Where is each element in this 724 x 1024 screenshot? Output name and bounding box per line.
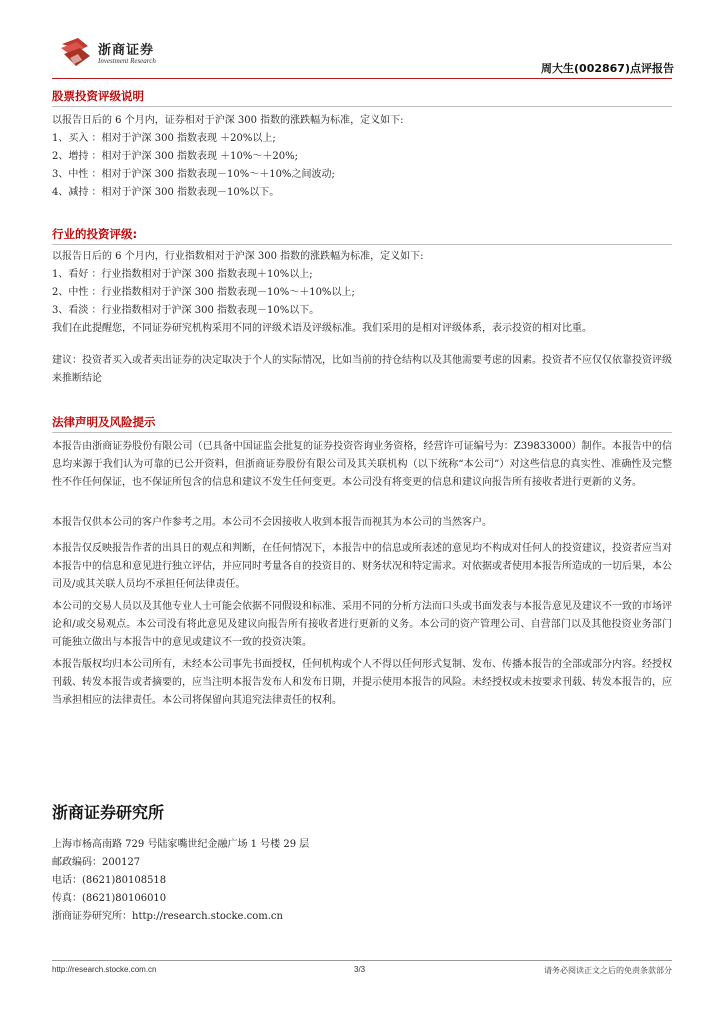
stock-rating-underweight: 4、减持 ：相对于沪深 300 指数表现－10%以下。 xyxy=(52,187,280,198)
org-phone: 电话：(8621)80108518 xyxy=(52,875,167,886)
org-address: 上海市杨高南路 729 号陆家嘴世纪金融广场 1 号楼 29 层 xyxy=(52,839,310,850)
zheshang-logo-icon xyxy=(58,36,94,70)
organization-name: 浙商证券研究所 xyxy=(52,803,165,822)
legal-paragraph: 本公司的交易人员以及其他专业人士可能会依据不同假设和标准、采用不同的分析方法而口头或书面发表与本报告意见及建议不一致的市场评论和/或交易观点。本公司没有将此意见及建议向报告所有接收者进行更新的义务。本公司的资产管理公司、自营部门以及其他投资业务部门可能独立做出与本报告中的意见或建议不一致的投资决策。 xyxy=(52,601,672,648)
stock-rating-overweight: 2、增持 ：相对于沪深 300 指数表现 ＋10%～＋20%; xyxy=(52,151,298,162)
page-number: 3/3 xyxy=(354,965,366,974)
industry-rating-negative: 3、看淡 ：行业指数相对于沪深 300 指数表现－10%以下。 xyxy=(52,305,320,316)
industry-rating-neutral: 2、中性 ：行业指数相对于沪深 300 指数表现－10%～＋10%以上; xyxy=(52,287,355,298)
legal-paragraph: 本报告版权均归本公司所有，未经本公司事先书面授权，任何机构或个人不得以任何形式复制、发布、传播本报告的全部或部分内容。经授权刊载、转发本报告或者摘要的，应当注明本报告发布人和发布日期，并提示使用本报告的风险。未经授权或未按要求刊载、转发本报告的，应当承担相应的法律责任。本公司将保留向其追究法律责任的权利。 xyxy=(52,659,672,706)
logo-english-name: Investment Research xyxy=(98,57,156,65)
legal-paragraph: 本报告仅反映报告作者的出具日的观点和判断，在任何情况下，本报告中的信息或所表述的意见均不构成对任何人的投资建议，投资者应当对本报告中的信息和意见进行独立评估，并应同时考量各自的投资目的、财务状况和特定需求。对依据或者使用本报告所造成的一切后果，本公司及/或其关联人员均不承担任何法律责任。 xyxy=(52,543,672,590)
investment-advice: 建议：投资者买入或者卖出证券的决定取决于个人的实际情况，比如当前的持仓结构以及其他需要考虑的因素。投资者不应仅仅依靠投资评级来推断结论 xyxy=(52,355,672,384)
stock-rating-buy: 1、买入 ：相对于沪深 300 指数表现 ＋20%以上; xyxy=(52,133,276,144)
report-title: 周大生(002867)点评报告 xyxy=(541,62,674,75)
header-divider xyxy=(52,78,672,79)
stock-rating-intro: 以报告日后的 6 个月内，证券相对于沪深 300 指数的涨跌幅为标准，定义如下: xyxy=(52,115,404,126)
company-logo xyxy=(58,36,178,70)
section-divider xyxy=(52,432,672,433)
stock-rating-neutral: 3、中性 ：相对于沪深 300 指数表现－10%～＋10%之间波动; xyxy=(52,169,335,180)
industry-rating-positive: 1、看好 ：行业指数相对于沪深 300 指数表现＋10%以上; xyxy=(52,269,313,280)
legal-title: 法律声明及风险提示 xyxy=(52,415,156,429)
footer-url: http://research.stocke.com.cn xyxy=(52,965,157,974)
footer-divider xyxy=(52,960,672,961)
legal-paragraph: 本报告仅供本公司的客户作参考之用。本公司不会因接收人收到本报告而视其为本公司的当然客户。 xyxy=(52,517,492,528)
stock-rating-title: 股票投资评级说明 xyxy=(52,89,144,103)
legal-paragraph: 本报告由浙商证券股份有限公司（已具备中国证监会批复的证券投资咨询业务资格，经营许可证编号为：Z39833000）制作。本报告中的信息均来源于我们认为可靠的已公开资料，但浙商证券股份有限公司及其关联机构（以下统称“本公司”）对这些信息的真实性、准确性及完整性不作任何保证，也不保证所包含的信息和建议不发生任何变更。本公司没有将变更的信息和建议向报告所有接收者进行更新的义务。 xyxy=(52,441,672,488)
industry-rating-intro: 以报告日后的 6 个月内，行业指数相对于沪深 300 指数的涨跌幅为标准，定义如下: xyxy=(52,251,424,262)
org-website: 浙商证券研究所：http://research.stocke.com.cn xyxy=(52,911,283,922)
section-divider xyxy=(52,244,672,245)
org-fax: 传真：(8621)80106010 xyxy=(52,893,167,904)
section-divider xyxy=(52,106,672,107)
rating-note: 我们在此提醒您，不同证券研究机构采用不同的评级术语及评级标准。我们采用的是相对评级体系，表示投资的相对比重。 xyxy=(52,323,592,334)
org-postcode: 邮政编码：200127 xyxy=(52,857,141,868)
logo-chinese-name: 浙商证券 xyxy=(98,43,155,58)
footer-disclaimer: 请务必阅读正文之后的免责条款部分 xyxy=(544,966,672,975)
industry-rating-title: 行业的投资评级: xyxy=(52,227,138,241)
